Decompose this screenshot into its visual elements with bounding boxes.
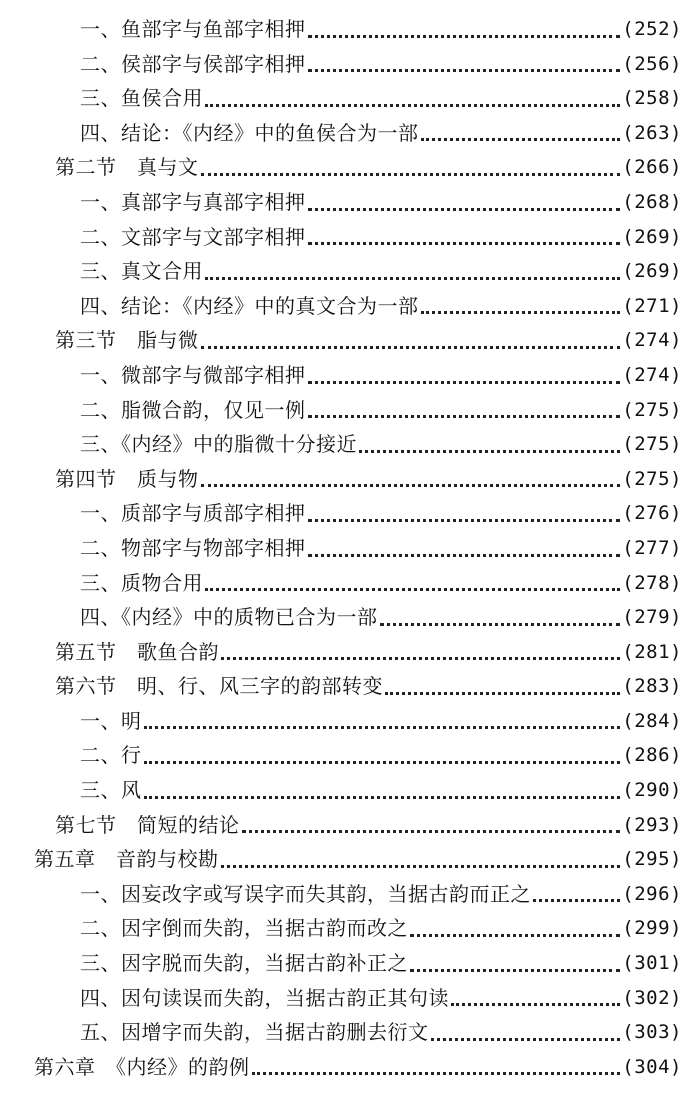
- toc-dot-leader: [144, 722, 621, 729]
- toc-entry-page-number: (295): [622, 848, 682, 871]
- toc-entry-sub: [0, 1015, 700, 1050]
- toc-entry-title: 第六节 明、行、风三字的韵部转变: [55, 674, 383, 699]
- toc-dot-leader: [201, 169, 621, 176]
- toc-entry-title: 三、鱼侯合用: [80, 86, 203, 111]
- toc-entry-sub: [0, 12, 700, 47]
- toc-entry-title: 一、微部字与微部字相押: [80, 362, 306, 387]
- toc-entry-page-number: (299): [622, 917, 682, 940]
- toc-entry-title: 二、行: [80, 743, 142, 768]
- toc-entry-title: 第七节 简短的结论: [55, 812, 240, 837]
- toc-entry-title: 三、真文合用: [80, 259, 203, 284]
- toc-dot-leader: [205, 273, 620, 280]
- toc-dot-leader: [205, 584, 620, 591]
- toc-entry-sub: [0, 81, 700, 116]
- toc-entry-title: 一、明: [80, 708, 142, 733]
- toc-dot-leader: [221, 861, 621, 868]
- toc-entry-page-number: (275): [622, 467, 682, 490]
- toc-entry-page-number: (290): [622, 779, 682, 802]
- toc-entry-title: 第五节 歌鱼合韵: [55, 639, 219, 664]
- toc-dot-leader: [308, 515, 621, 522]
- toc-entry-title: 二、脂微合韵，仅见一例: [80, 397, 306, 422]
- toc-entry-title: 三、因字脱而失韵，当据古韵补正之: [80, 951, 408, 976]
- table-of-contents: [0, 12, 700, 1084]
- toc-entry-page-number: (276): [622, 502, 682, 525]
- toc-entry-title: 第二节 真与文: [55, 155, 199, 180]
- toc-entry-sub: [0, 427, 700, 462]
- toc-entry-page-number: (283): [622, 675, 682, 698]
- toc-dot-leader: [252, 1068, 621, 1075]
- toc-dot-leader: [421, 307, 621, 314]
- toc-entry-sub: [0, 393, 700, 428]
- toc-dot-leader: [205, 100, 620, 107]
- toc-entry-page-number: (268): [622, 190, 682, 213]
- toc-entry-sub: [0, 946, 700, 981]
- toc-entry-page-number: (271): [622, 294, 682, 317]
- toc-entry-chapter: [0, 842, 700, 877]
- toc-entry-title: 一、质部字与质部字相押: [80, 501, 306, 526]
- toc-dot-leader: [201, 480, 621, 487]
- toc-dot-leader: [308, 377, 621, 384]
- toc-dot-leader: [308, 411, 621, 418]
- toc-entry-title: 三、《内经》中的脂微十分接近: [80, 432, 357, 457]
- toc-entry-title: 一、鱼部字与鱼部字相押: [80, 17, 306, 41]
- toc-entry-page-number: (274): [622, 329, 682, 352]
- toc-entry-page-number: (258): [622, 87, 682, 110]
- toc-entry-page-number: (303): [622, 1021, 682, 1044]
- toc-entry-sub: [0, 289, 700, 324]
- toc-entry-sub: [0, 566, 700, 601]
- toc-entry-page-number: (256): [622, 52, 682, 75]
- toc-entry-sub: [0, 47, 700, 82]
- toc-dot-leader: [410, 965, 620, 972]
- toc-entry-sub: [0, 877, 700, 912]
- toc-entry-page-number: (274): [622, 363, 682, 386]
- toc-entry-title: 二、因字倒而失韵，当据古韵而改之: [80, 916, 408, 941]
- toc-entry-section: [0, 150, 700, 185]
- toc-entry-title: 第五章 音韵与校勘: [34, 847, 219, 872]
- toc-entry-page-number: (269): [622, 225, 682, 248]
- toc-dot-leader: [380, 619, 621, 626]
- toc-entry-title: 一、因妄改字或写误字而失其韵，当据古韵而正之: [80, 881, 531, 906]
- toc-entry-section: [0, 808, 700, 843]
- toc-entry-title: 二、文部字与文部字相押: [80, 224, 306, 249]
- toc-entry-page-number: (279): [622, 606, 682, 629]
- toc-dot-leader: [385, 688, 620, 695]
- toc-entry-page-number: (277): [622, 536, 682, 559]
- toc-entry-sub: [0, 254, 700, 289]
- toc-dot-leader: [421, 134, 621, 141]
- toc-entry-title: 五、因增字而失韵，当据古韵删去衍文: [80, 1020, 429, 1045]
- toc-entry-page-number: (301): [622, 952, 682, 975]
- toc-entry-sub: [0, 496, 700, 531]
- toc-dot-leader: [308, 550, 621, 557]
- toc-entry-title: 三、风: [80, 778, 142, 803]
- toc-dot-leader: [308, 238, 621, 245]
- toc-entry-sub: [0, 185, 700, 220]
- toc-entry-title: 第六章 《内经》的韵例: [34, 1054, 250, 1079]
- toc-entry-title: 四、结论：《内经》中的鱼侯合为一部: [80, 120, 419, 145]
- toc-entry-section: [0, 669, 700, 704]
- toc-entry-sub: [0, 911, 700, 946]
- toc-entry-sub: [0, 531, 700, 566]
- toc-dot-leader: [533, 895, 620, 902]
- toc-entry-title: 二、物部字与物部字相押: [80, 535, 306, 560]
- toc-dot-leader: [410, 930, 620, 937]
- toc-entry-page-number: (293): [622, 813, 682, 836]
- toc-entry-chapter: [0, 1050, 700, 1085]
- toc-entry-title: 第四节 质与物: [55, 466, 199, 491]
- toc-entry-title: 第三节 脂与微: [55, 328, 199, 353]
- toc-dot-leader: [144, 757, 621, 764]
- toc-dot-leader: [221, 653, 620, 660]
- toc-entry-title: 四、因句读误而失韵，当据古韵正其句读: [80, 985, 449, 1010]
- toc-entry-sub: [0, 358, 700, 393]
- toc-entry-sub: [0, 600, 700, 635]
- toc-entry-title: 一、真部字与真部字相押: [80, 189, 306, 214]
- toc-dot-leader: [451, 999, 620, 1006]
- toc-dot-leader: [308, 31, 621, 38]
- toc-entry-page-number: (278): [622, 571, 682, 594]
- toc-entry-page-number: (266): [622, 156, 682, 179]
- toc-entry-page-number: (302): [622, 986, 682, 1009]
- toc-entry-sub: [0, 773, 700, 808]
- toc-dot-leader: [308, 65, 621, 72]
- toc-entry-page-number: (284): [622, 709, 682, 732]
- toc-entry-page-number: (275): [622, 433, 682, 456]
- toc-entry-sub: [0, 704, 700, 739]
- toc-entry-section: [0, 635, 700, 670]
- toc-entry-sub: [0, 738, 700, 773]
- toc-entry-page-number: (281): [622, 640, 682, 663]
- toc-entry-page-number: (269): [622, 260, 682, 283]
- toc-entry-page-number: (286): [622, 744, 682, 767]
- toc-entry-title: 二、侯部字与侯部字相押: [80, 51, 306, 76]
- toc-entry-section: [0, 323, 700, 358]
- toc-dot-leader: [359, 446, 620, 453]
- toc-entry-sub: [0, 116, 700, 151]
- toc-dot-leader: [242, 826, 621, 833]
- toc-dot-leader: [201, 342, 621, 349]
- toc-entry-page-number: (252): [622, 18, 682, 40]
- toc-dot-leader: [144, 792, 621, 799]
- toc-dot-leader: [431, 1034, 621, 1041]
- toc-entry-page-number: (304): [622, 1055, 682, 1078]
- toc-entry-section: [0, 462, 700, 497]
- toc-entry-title: 四、结论：《内经》中的真文合为一部: [80, 293, 419, 318]
- toc-entry-sub: [0, 981, 700, 1016]
- toc-entry-title: 三、质物合用: [80, 570, 203, 595]
- toc-dot-leader: [308, 204, 621, 211]
- toc-entry-sub: [0, 220, 700, 255]
- toc-entry-title: 四、《内经》中的质物已合为一部: [80, 605, 378, 630]
- toc-entry-page-number: (296): [622, 882, 682, 905]
- toc-entry-page-number: (275): [622, 398, 682, 421]
- toc-entry-page-number: (263): [622, 121, 682, 144]
